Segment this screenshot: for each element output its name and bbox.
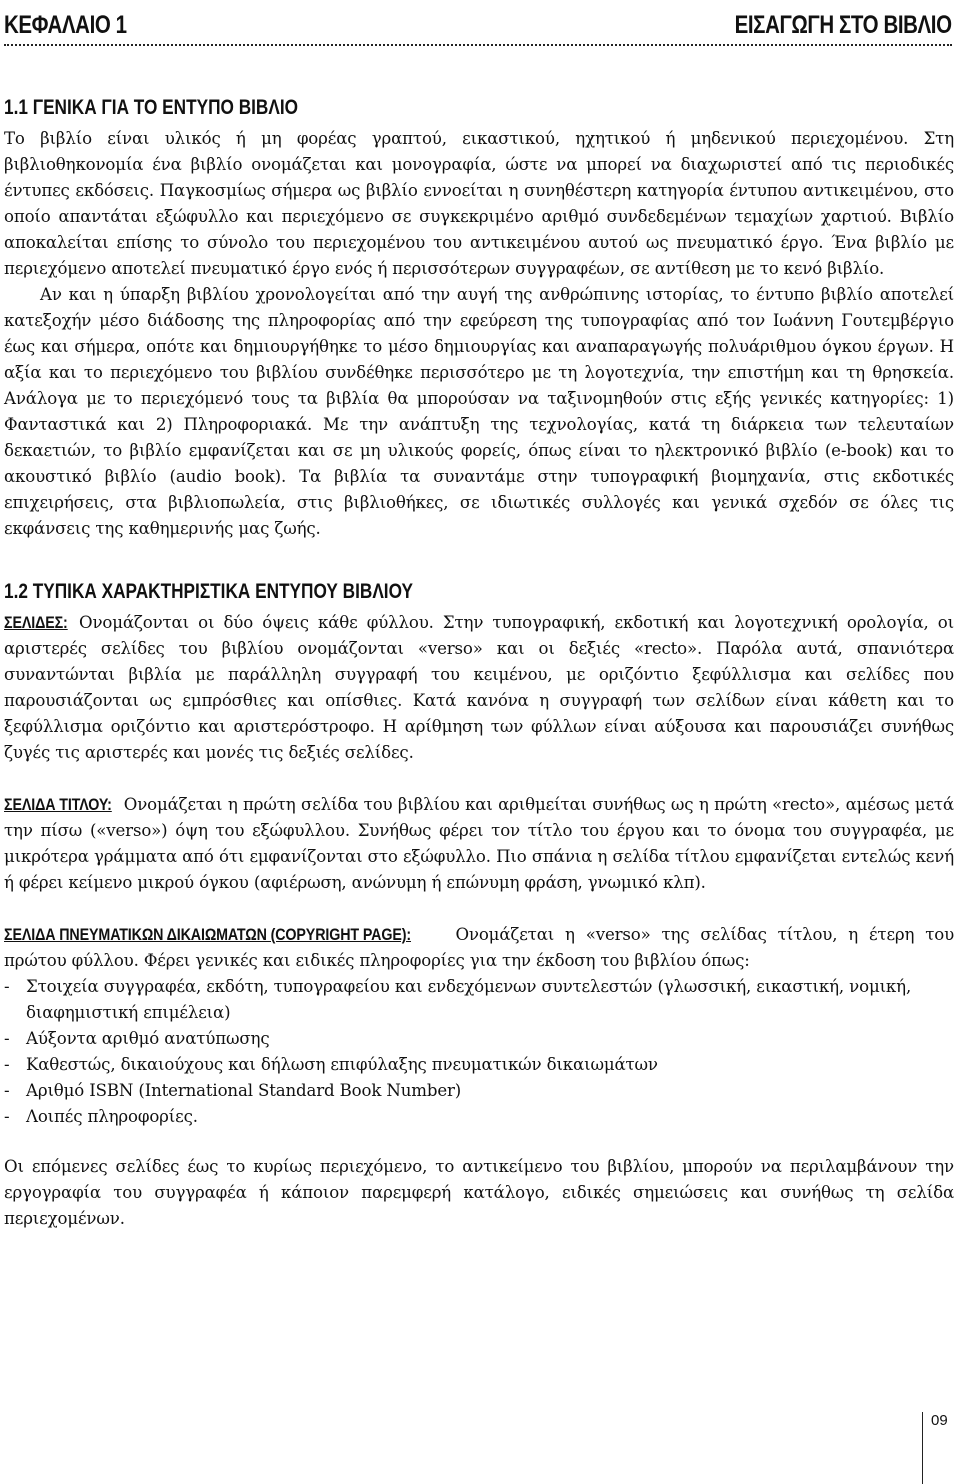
pages-definition <box>4 610 954 766</box>
copyright-info-list <box>4 974 954 1130</box>
section-heading-1-1: 1.1 ΓΕΝΙΚΑ ΓΙΑ ΤΟ ΕΝΤΥΠΟ ΒΙΒΛΙΟ <box>4 96 299 119</box>
pages-text: Ονομάζονται οι δύο όψεις κάθε φύλλου. Στην τυπογραφική, εκδοτική και λογοτεχνική ορολογία, οι αριστερές σελίδες του βιβλίου ονομάζονται «verso» και οι δεξιές «recto». Παρόλα αυτά, σπανιότερα συναντώνται βιβλία με παράλληλη συγγραφή του κειμένου, με οριζόντιο ξεφύλλισμα και σελίδες που παρουσιάζονται ως εμπρόσθιες και οπίσθιες. Κατά κανόνα η συγγραφή των σελίδων είναι κάθετη και το ξεφύλλισμα οριζόντιο και αριστερόστροφο. Η αρίθμηση των φύλλων είναι αύξουσα και παρουσιάζει συνήθως ζυγές τις αριστερές και μονές τις δεξιές σελίδες. <box>4 613 954 762</box>
paragraph-2: Αν και η ύπαρξη βιβλίου χρονολογείται από την αυγή της ανθρώπινης ιστορίας, το έντυπο βιβλίο αποτελεί κατεξοχήν μέσο διάδοσης της πληροφορίας από την εφεύρεση της τυπογραφίας από τον Ιωάννη Γουτεμβέργιο έως και σήμερα, οπότε και δημιουργήθηκε το μέσο δημιουργίας και αναπαραγωγής πολυάριθμου όγκου έργων. Η αξία και το περιεχόμενο του βιβλίου συνδέθηκε περισσότερο με τη λογοτεχνία, την επιστήμη και τη θρησκεία. Ανάλογα με το περιεχόμενό τους τα βιβλία θα μπορούσαν να ταξινομηθούν στις εξής γενικές κατηγορίες: 1) Φανταστικά και 2) Πληροφοριακά. Με την ανάπτυξη της τεχνολογίας, κατά τη διάρκεια των τελευταίων δεκαετιών, το βιβλίο εμφανίζεται και σε μη υλικούς φορείς, όπως είναι το ηλεκτρονικό βιβλίο (e-book) και το ακουστικό βιβλίο (audio book). Τα βιβλία τα συναντάμε στην τυπογραφική βιομηχανία, στις εκδοτικές επιχειρήσεις, στα βιβλιοπωλεία, στις βιβλιοθήκες, σε ιδιωτικές συλλογές και γενικά σχεδόν σε όλες τις εκφάνσεις της καθημερινής μας ζωής. <box>4 285 954 538</box>
list-dash: - <box>4 1055 10 1074</box>
running-header <box>4 0 952 46</box>
copyright-text: Ονομάζεται η «verso» της σελίδας τίτλου, η έτερη του πρώτου φύλλου. Φέρει γενικές και ειδικές πληροφορίες για την έκδοση του βιβλίου όπως: <box>4 925 955 970</box>
section-1-2 <box>4 580 954 1232</box>
copyright-term: ΣΕΛΙΔΑ ΠΝΕΥΜΑΤΙΚΩΝ ΔΙΚΑΙΩΜΑΤΩΝ (COPYRIGHT PAGE): <box>4 925 412 944</box>
list-dash: - <box>4 977 10 996</box>
title-page-text: Ονομάζεται η πρώτη σελίδα του βιβλίου και αριθμείται συνήθως ως η πρώτη «recto», αμέσως μετά την πίσω («verso») όψη του εξώφυλλου. Συνήθως φέρει τον τίτλο του έργου και το όνομα του συγγραφέα, με μικρότερα γράμματα από ότι εμφανίζονται στο εξώφυλλο. Πιο σπάνια η σελίδα τίτλου εμφανίζεται εντελώς κενή ή φέρει κείμενο μικρού όγκου (αφιέρωση, ανώνυμη ή επώνυμη φράση, γνωμικό κλπ). <box>4 795 954 892</box>
list-item-text: Αύξοντα αριθμό ανατύπωσης <box>26 1029 270 1048</box>
list-item <box>4 974 954 1026</box>
list-item-text: Αριθμό ISBN (International Standard Book Number) <box>26 1081 462 1100</box>
list-item <box>4 1078 954 1104</box>
chapter-label: ΚΕΦΑΛΑΙΟ 1 <box>4 11 127 39</box>
title-page-definition <box>4 792 954 896</box>
copyright-page-definition <box>4 922 954 974</box>
list-dash: - <box>4 1029 10 1048</box>
page-number: 09 <box>922 1412 960 1484</box>
list-item <box>4 1104 954 1130</box>
closing-paragraph: Οι επόμενες σελίδες έως το κυρίως περιεχόμενο, το αντικείμενο του βιβλίου, μπορούν να περιλαμβάνουν την εργογραφία του συγγραφέα ή κάποιον παρεμφερή κατάλογο, ειδικές σημειώσεις και συνήθως τη σελίδα περιεχομένων. <box>4 1157 954 1228</box>
list-item-text: Στοιχεία συγγραφέα, εκδότη, τυπογραφείου και ενδεχόμενων συντελεστών (γλωσσική, εικαστική, νομική, διαφημιστική επιμέλεια) <box>26 977 912 1022</box>
chapter-title: ΕΙΣΑΓΩΓΗ ΣΤΟ ΒΙΒΛΙΟ <box>735 11 952 39</box>
list-item <box>4 1052 954 1078</box>
section-heading-1-2: 1.2 ΤΥΠΙΚΑ ΧΑΡΑΚΤΗΡΙΣΤΙΚΑ ΕΝΤΥΠΟΥ ΒΙΒΛΙΟΥ <box>4 580 414 603</box>
page-content <box>4 96 954 1232</box>
list-dash: - <box>4 1107 10 1126</box>
pages-term: ΣΕΛΙΔΕΣ: <box>4 613 68 632</box>
list-item-text: Καθεστώς, δικαιούχους και δήλωση επιφύλαξης πνευματικών δικαιωμάτων <box>26 1055 658 1074</box>
list-item-text: Λοιπές πληροφορίες. <box>26 1107 198 1126</box>
list-dash: - <box>4 1081 10 1100</box>
list-item <box>4 1026 954 1052</box>
title-page-term: ΣΕΛΙΔΑ ΤΙΤΛΟΥ: <box>4 795 112 814</box>
paragraph-1: Το βιβλίο είναι υλικός ή μη φορέας γραπτού, εικαστικού, ηχητικού ή μηδενικού περιεχομένου. Στη βιβλιοθηκονομία ένα βιβλίο ονομάζεται και μονογραφία, ώστε να μπορεί να διαχωριστεί από τις περιοδικές έντυπες εκδόσεις. Παγκοσμίως σήμερα ως βιβλίο εννοείται η συνηθέστερη κατηγορία έντυπου αντικειμένου, στο οποίο απαντάται εξώφυλλο και περιεχόμενο σε συγκεκριμένο αριθμό συνδεδεμένων τεμαχίων χαρτιού. Βιβλίο αποκαλείται επίσης το σύνολο του περιεχομένου του αντικειμένου αυτού ως πνευματικό έργο. Ένα βιβλίο με περιεχόμενο αποτελεί πνευματικό έργο ενός ή περισσότερων συγγραφέων, σε αντίθεση με το κενό βιβλίο. <box>4 129 954 278</box>
